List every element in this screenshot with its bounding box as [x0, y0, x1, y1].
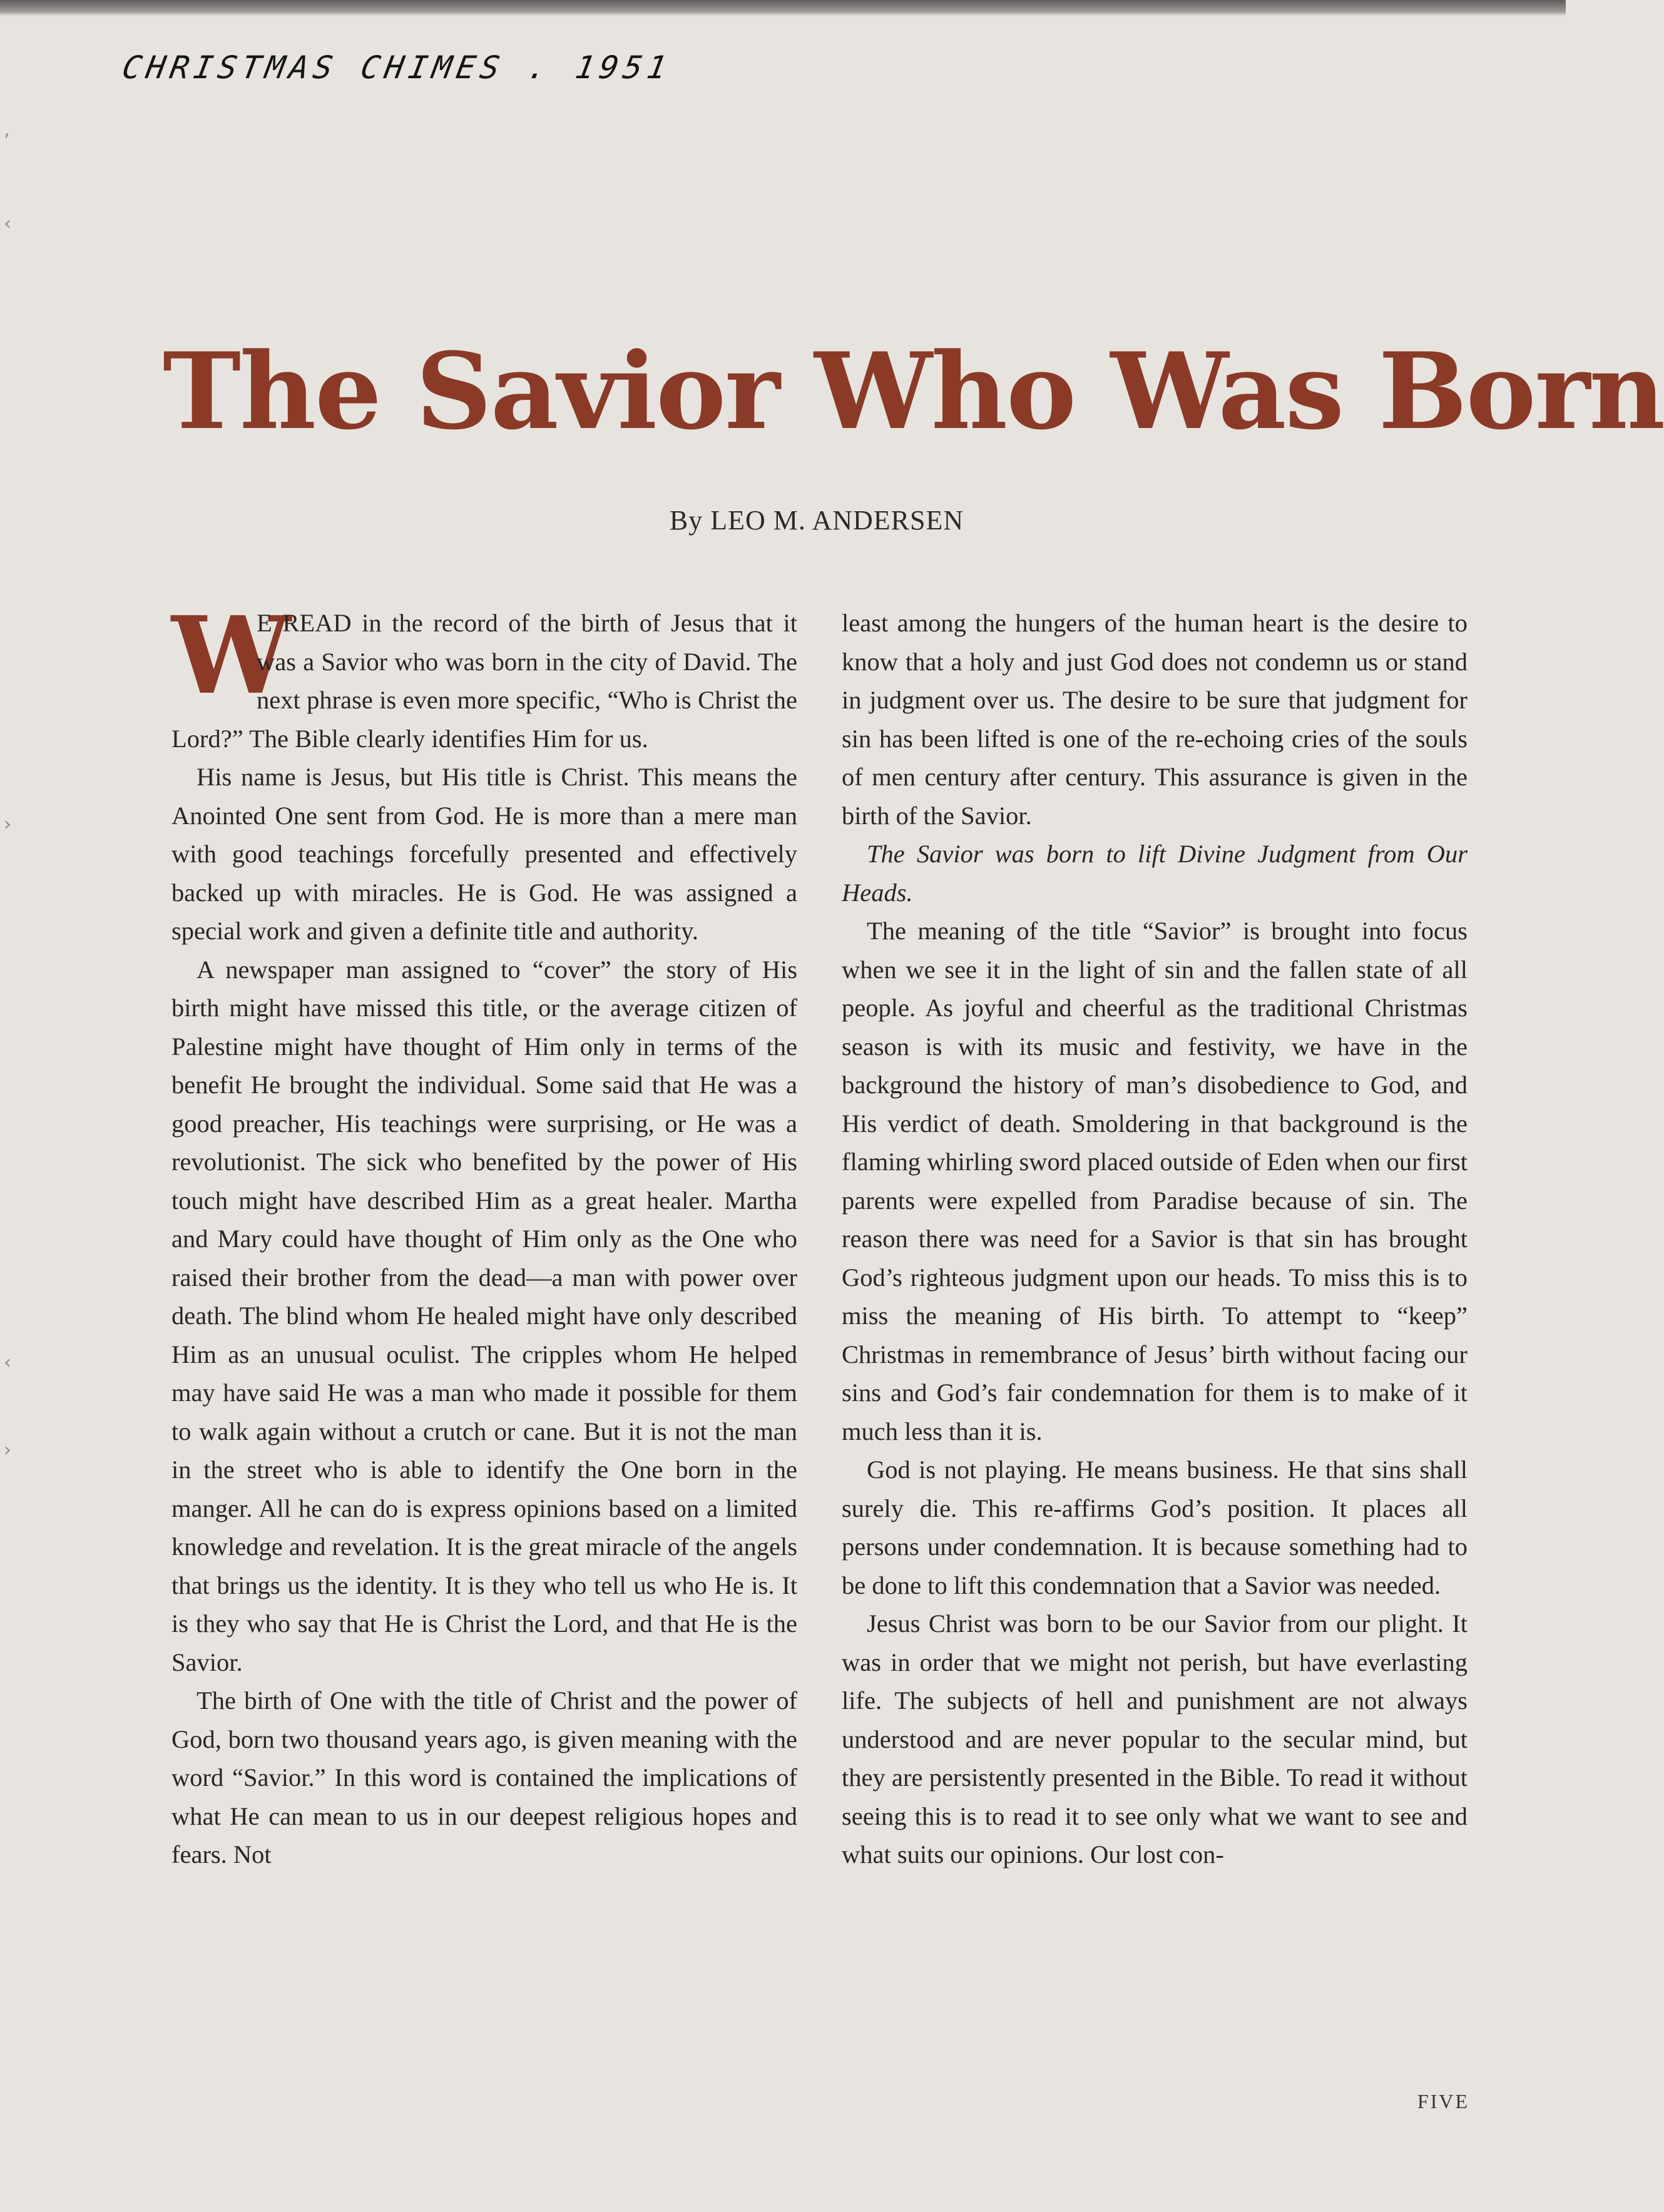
handwritten-annotation: CHRISTMAS CHIMES . 1951: [119, 49, 675, 86]
page-top-edge: [0, 0, 1566, 16]
paragraph: His name is Jesus, but His title is Christ. This means the Anointed One sent from God. He is more than a mere man with good teachings forcefully presented and effectively backed up with miracles. He is God. He was assigned a special work and given a definite title and authority.: [171, 763, 797, 945]
byline: By LEO M. ANDERSEN: [669, 505, 964, 536]
paragraph: God is not playing. He means business. He that sins shall surely die. This re-affirms God’s position. It places all persons under condemnation. It is because something had to be done to lift this condemnation that a Savior was needed.: [842, 1455, 1467, 1599]
binding-mark: ‚: [4, 119, 10, 141]
paragraph: The birth of One with the title of Christ and the power of God, born two thousand years ago, is given meaning with the word “Savior.” In this word is contained the implications of what He can mean to us in our deepest religious hopes and fears. Not: [171, 1686, 797, 1868]
left-column: [171, 593, 797, 2062]
paragraph: Jesus Christ was born to be our Savior from our plight. It was in order that we might not perish, but have everlasting life. The subjects of hell and punishment are not always understood and are never popular to the secular mind, but they are persistently presented in the Bible. To read it without seeing this is to read it to see only what we want to see and what suits our opinions. Our lost con-: [842, 1609, 1467, 1868]
drop-cap: W: [171, 593, 291, 718]
section-subheading: The Savior was born to lift Divine Judgment from Our Heads.: [842, 840, 1467, 907]
binding-mark: ›: [4, 813, 11, 835]
page-number: FIVE: [1417, 2090, 1469, 2113]
binding-mark: ›: [4, 1439, 11, 1461]
article-title: The Savior Who Was Born: [163, 329, 1664, 453]
right-column: [842, 604, 1467, 2062]
binding-mark: ‹: [4, 213, 11, 235]
paragraph: The meaning of the title “Savior” is brought into focus when we see it in the light of sin and the fallen state of all people. As joyful and cheerful as the traditional Christmas season is with its music and festivity, we have in the background the history of man’s disobedience to God, and His verdict of death. Smoldering in that background is the flaming whirling sword placed outside of Eden when our first parents were expelled from Paradise because of sin. The reason there was need for a Savior is that sin has brought God’s righteous judgment upon our heads. To miss this is to miss the meaning of His birth. To attempt to “keep” Christmas in remembrance of Jesus’ birth without facing our sins and God’s fair condemnation for them is to make of it much less than it is.: [842, 917, 1467, 1445]
paragraph: [171, 593, 797, 758]
paragraph: A newspaper man assigned to “cover” the story of His birth might have missed this title, or the average citizen of Palestine might have thought of Him only in terms of the benefit He brought the individual. Some said that He was a good preacher, His teachings were surprising, or He was a revolutionist. The sick who benefited by the power of His touch might have described Him as a great healer. Martha and Mary could have thought of Him only as the One who raised their brother from the dead—a man with power over death. The blind whom He healed might have only described Him as an unusual oculist. The cripples whom He helped may have said He was a man who made it possible for them to walk again without a crutch or cane. But it is not the man in the street who is able to identify the One born in the manger. All he can do is express opinions based on a limited knowledge and revelation. It is the great miracle of the angels that brings us the identity. It is they who tell us who He is. It is they who say that He is Christ the Lord, and that He is the Savior.: [171, 955, 797, 1676]
paragraph-text: E READ in the record of the birth of Jesus that it was a Savior who was born in the city of David. The next phrase is even more specific, “Who is Christ the Lord?” The Bible clearly identifies Him for us.: [171, 609, 797, 753]
paragraph-continuation: least among the hungers of the human heart is the desire to know that a holy and just God does not condemn us or stand in judgment over us. The desire to be sure that judgment for sin has been lifted is one of the re-echoing cries of the souls of men century after century. This assurance is given in the birth of the Savior.: [842, 609, 1467, 830]
binding-mark: ‹: [4, 1352, 11, 1374]
